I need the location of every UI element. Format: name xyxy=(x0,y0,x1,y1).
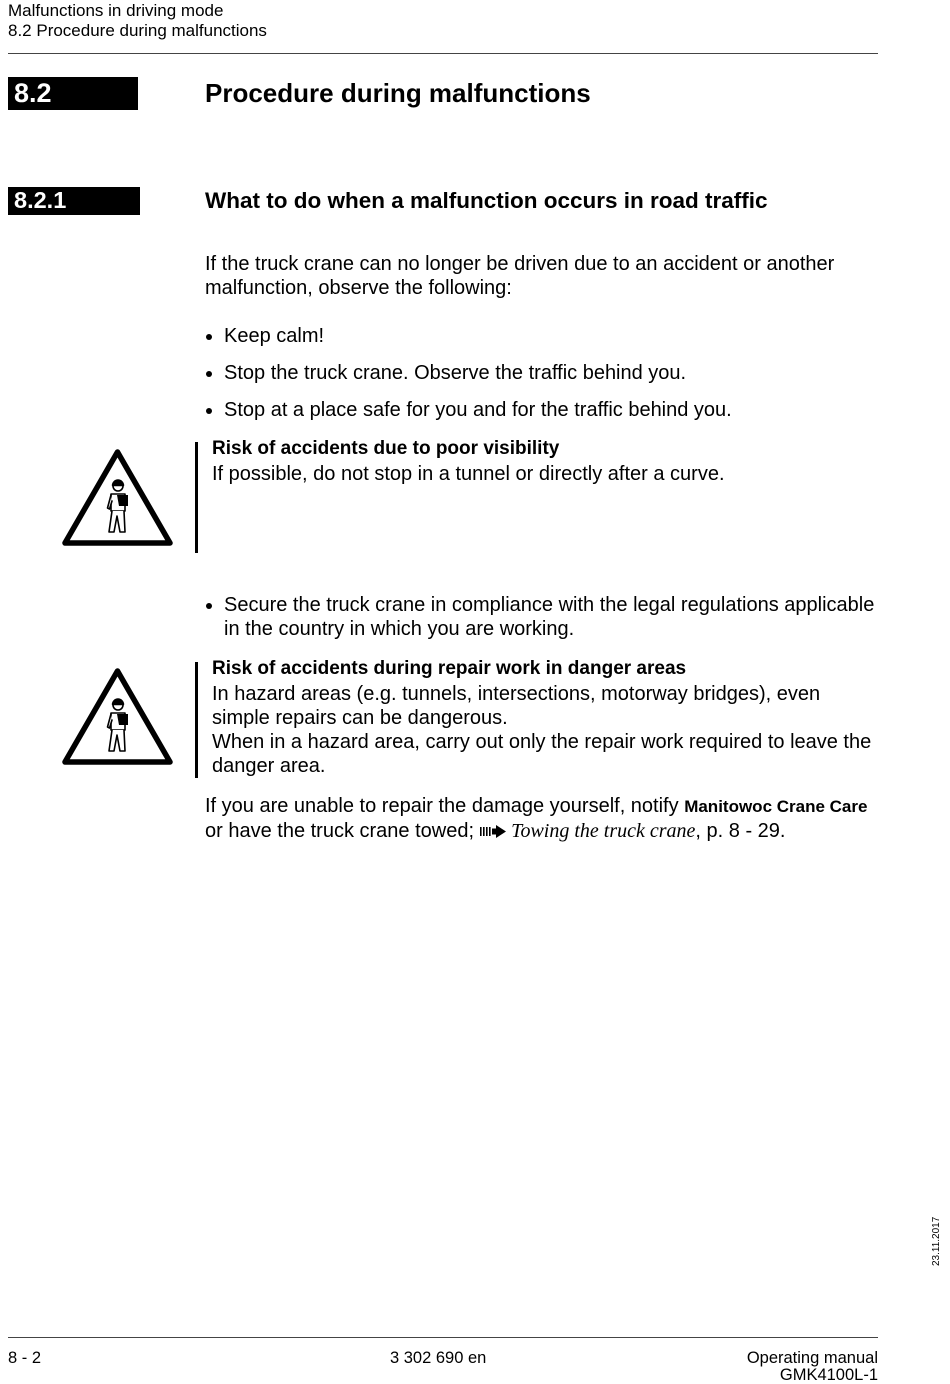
list-item-text: Stop the truck crane. Observe the traffic behind you. xyxy=(224,362,687,384)
bullet xyxy=(206,334,212,340)
list-item xyxy=(205,324,324,348)
warning-title: Risk of accidents during repair work in danger areas xyxy=(212,658,687,679)
cross-reference-page: , p. 8 - 29. xyxy=(695,820,786,842)
warning-text: simple repairs can be dangerous. xyxy=(212,706,508,729)
subsection-number-box xyxy=(8,187,140,215)
list-item-text: in the country in which you are working. xyxy=(224,618,575,640)
list-item-text: Keep calm! xyxy=(224,325,325,347)
bullet xyxy=(206,371,212,377)
warning-text: When in a hazard area, carry out only the repair work required to leave the xyxy=(212,731,872,753)
brand-name: Manitowoc Crane Care xyxy=(684,797,868,816)
page-number: 8 - 2 xyxy=(8,1349,42,1367)
intro-line: malfunction, observe the following: xyxy=(205,277,512,299)
bullet xyxy=(206,603,212,609)
header-rule xyxy=(8,53,878,54)
closing-line xyxy=(205,819,867,843)
model-name: GMK4100L-1 xyxy=(779,1366,878,1384)
visibility-warning xyxy=(212,437,725,486)
running-header-chapter: Malfunctions in driving mode xyxy=(8,1,224,20)
towing-text: or have the truck crane towed; xyxy=(205,820,475,842)
injured-person-warning-icon xyxy=(61,667,174,767)
list-item xyxy=(205,593,874,641)
subsection-number: 8.2.1 xyxy=(14,187,67,214)
warning-text: In hazard areas (e.g. tunnels, intersections, motorway bridges), even xyxy=(212,682,821,705)
section-number: 8.2 xyxy=(14,78,52,108)
list-item-text: Stop at a place safe for you and for the traffic behind you. xyxy=(224,399,732,421)
intro-line: If the truck crane can no longer be driven due to an accident or another xyxy=(205,253,835,275)
cross-reference-link[interactable]: Towing the truck crane xyxy=(511,820,696,842)
warning-text: If possible, do not stop in a tunnel or directly after a curve. xyxy=(212,462,725,485)
closing-line xyxy=(205,794,867,819)
document-number: 3 302 690 en xyxy=(390,1349,487,1367)
injured-person-warning-icon xyxy=(61,448,174,548)
warning-bar xyxy=(195,662,198,778)
list-item xyxy=(205,361,686,385)
warning-text: danger area. xyxy=(212,755,326,778)
closing-text: If you are unable to repair the damage yourself, notify xyxy=(205,795,679,817)
repair-warning xyxy=(212,657,871,779)
running-header-section: 8.2 Procedure during malfunctions xyxy=(8,21,267,40)
cross-reference-arrow-icon xyxy=(480,825,506,838)
revision-date: 23.11.2017 xyxy=(931,1216,942,1266)
intro-paragraph xyxy=(205,252,834,300)
section-number-box xyxy=(8,77,138,110)
footer-rule xyxy=(8,1337,878,1338)
closing-paragraph xyxy=(205,794,867,843)
manual-title: Operating manual xyxy=(746,1349,878,1367)
list-item-text: Secure the truck crane in compliance with the legal regulations applicable xyxy=(224,594,875,616)
warning-title: Risk of accidents due to poor visibility xyxy=(212,438,560,459)
section-title: Procedure during malfunctions xyxy=(205,78,591,108)
bullet xyxy=(206,408,212,414)
list-item xyxy=(205,398,732,422)
warning-bar xyxy=(195,442,198,553)
subsection-title: What to do when a malfunction occurs in road traffic xyxy=(205,188,768,213)
